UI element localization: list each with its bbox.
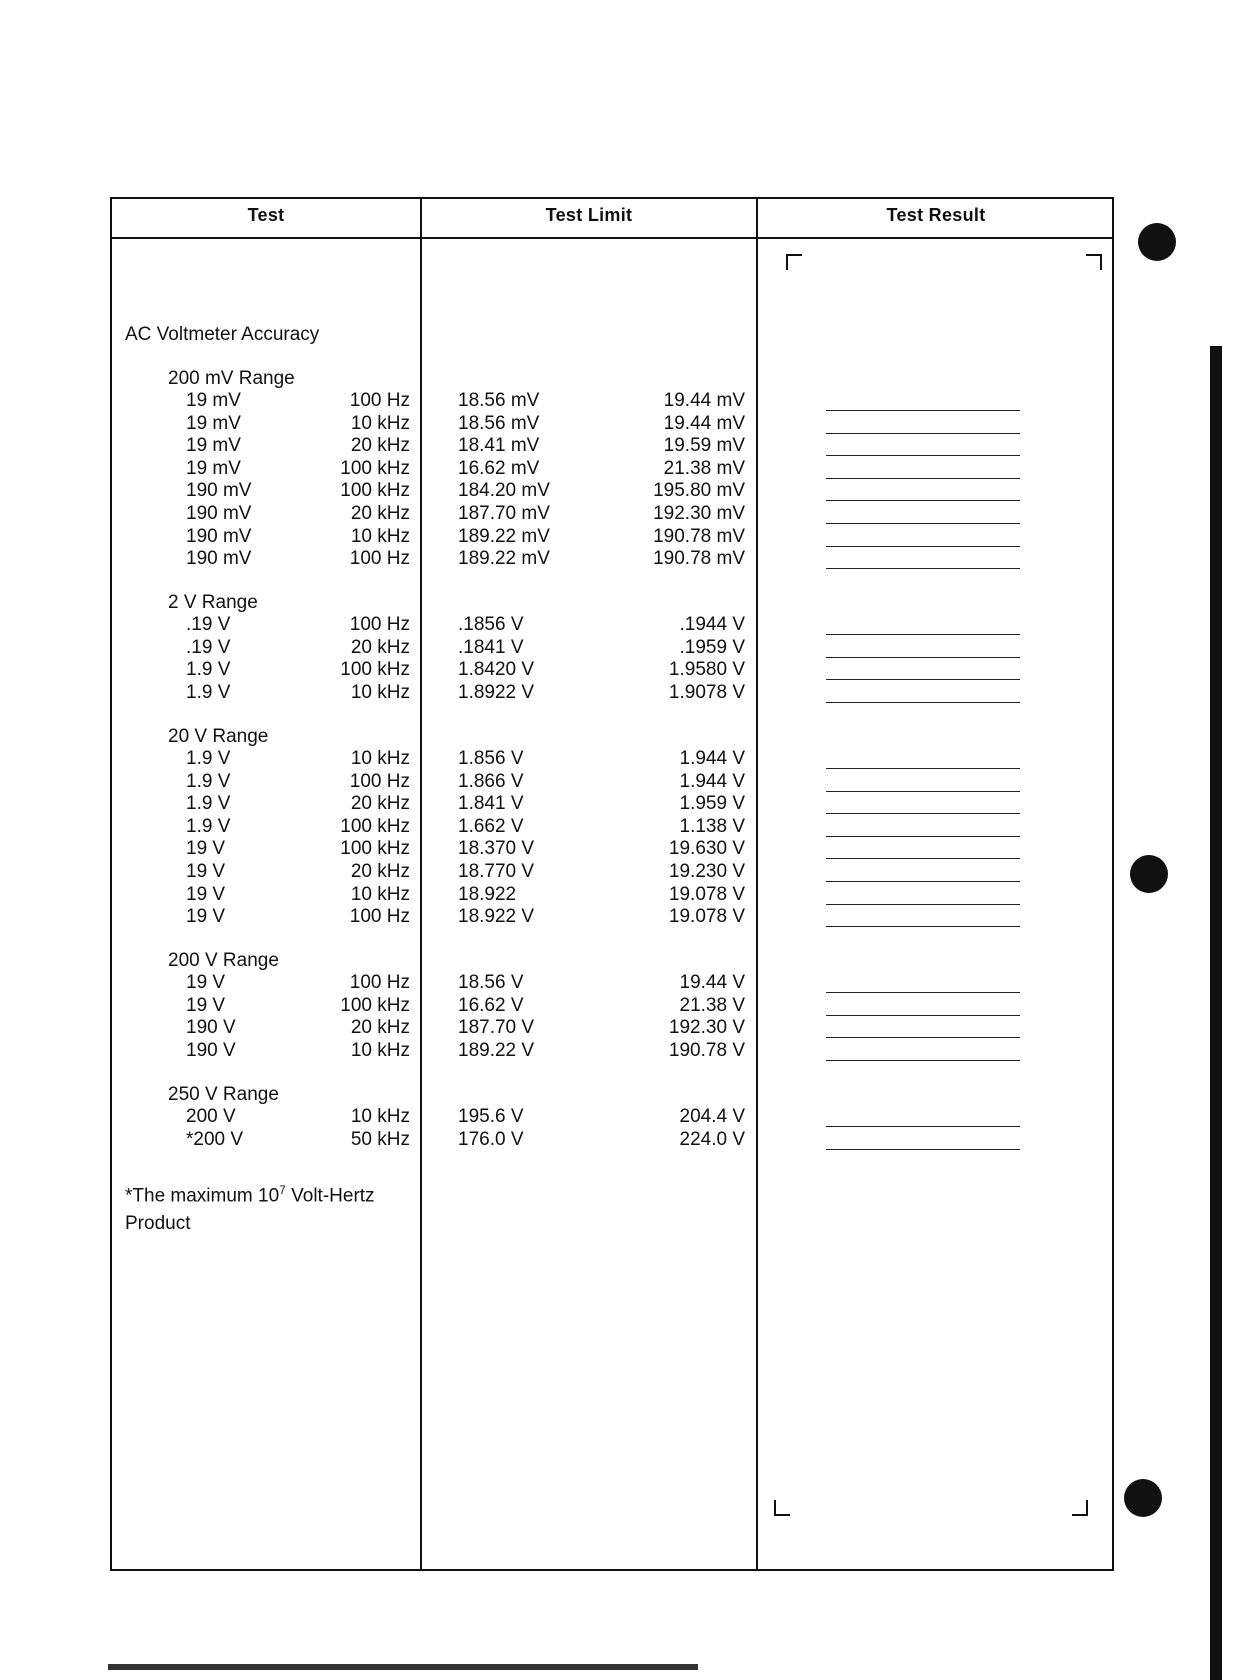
limit-low: 18.56 mV xyxy=(458,390,540,411)
header-rule xyxy=(110,237,1114,239)
result-entry-line[interactable] xyxy=(826,926,1020,927)
table-row xyxy=(0,861,1244,884)
result-entry-line[interactable] xyxy=(826,679,1020,680)
footnote xyxy=(125,1176,375,1238)
result-entry-line[interactable] xyxy=(826,1149,1020,1150)
test-frequency: 100 kHz xyxy=(340,480,410,502)
limit-low: 1.856 V xyxy=(458,748,524,769)
range-title: 200 mV Range xyxy=(168,368,295,389)
result-entry-line[interactable] xyxy=(826,433,1020,434)
table-row xyxy=(0,1040,1244,1063)
limit-high: 190.78 mV xyxy=(653,525,745,547)
test-frequency: 100 kHz xyxy=(340,815,410,837)
test-frequency: 10 kHz xyxy=(350,681,410,703)
test-frequency: 50 kHz xyxy=(350,1128,410,1150)
limit-low: .1841 V xyxy=(458,636,524,658)
test-frequency: 10 kHz xyxy=(350,1106,410,1127)
limit-high: 1.944 V xyxy=(679,770,745,792)
corner-mark-top-left xyxy=(786,254,802,270)
result-entry-line[interactable] xyxy=(826,500,1020,501)
table-row xyxy=(0,995,1244,1018)
test-voltage: 1.9 V xyxy=(186,770,231,792)
test-frequency: 10 kHz xyxy=(350,883,410,905)
test-frequency: 10 kHz xyxy=(350,412,410,434)
limit-high: 192.30 V xyxy=(668,1017,745,1039)
limit-high: 1.9078 V xyxy=(668,681,745,703)
limit-high: 19.44 mV xyxy=(663,390,745,411)
limit-high: 19.078 V xyxy=(668,883,745,905)
result-entry-line[interactable] xyxy=(826,881,1020,882)
header-test-limit: Test Limit xyxy=(545,205,633,225)
limit-low: 189.22 mV xyxy=(458,548,550,570)
table-row xyxy=(0,659,1244,682)
test-frequency: 10 kHz xyxy=(350,1039,410,1061)
table-row xyxy=(0,793,1244,816)
table-row xyxy=(0,972,1244,995)
test-voltage: .19 V xyxy=(186,614,231,635)
limit-low: 187.70 V xyxy=(458,1017,535,1039)
result-entry-line[interactable] xyxy=(826,1126,1020,1127)
test-voltage: 190 mV xyxy=(186,480,252,502)
test-frequency: 100 Hz xyxy=(349,548,410,570)
test-frequency: 100 kHz xyxy=(340,994,410,1016)
test-frequency: 20 kHz xyxy=(350,435,410,457)
limit-high: 19.44 V xyxy=(679,972,745,993)
test-voltage: 19 mV xyxy=(186,435,241,457)
result-entry-line[interactable] xyxy=(826,523,1020,524)
table-row xyxy=(0,1129,1244,1152)
binder-hole-top xyxy=(1138,223,1176,261)
test-frequency: 10 kHz xyxy=(350,525,410,547)
result-entry-line[interactable] xyxy=(826,478,1020,479)
limit-high: 19.078 V xyxy=(668,906,745,928)
table-row xyxy=(0,682,1244,705)
test-voltage: 1.9 V xyxy=(186,681,231,703)
limit-low: 18.41 mV xyxy=(458,435,540,457)
test-frequency: 100 kHz xyxy=(340,457,410,479)
test-frequency: 20 kHz xyxy=(350,503,410,524)
table-row xyxy=(0,458,1244,481)
limit-low: 18.922 xyxy=(458,883,517,905)
range-title: 2 V Range xyxy=(168,592,258,613)
test-voltage: 19 V xyxy=(186,838,226,860)
table-row xyxy=(0,771,1244,794)
table-row xyxy=(0,526,1244,549)
limit-low: 187.70 mV xyxy=(458,503,550,524)
range-title: 250 V Range xyxy=(168,1084,279,1105)
limit-high: 224.0 V xyxy=(679,1128,745,1150)
test-voltage: 190 mV xyxy=(186,503,252,524)
limit-low: 16.62 mV xyxy=(458,457,540,479)
table-row xyxy=(0,884,1244,907)
result-entry-line[interactable] xyxy=(826,455,1020,456)
limit-low: 189.22 V xyxy=(458,1039,535,1061)
test-voltage: 19 mV xyxy=(186,457,241,479)
test-voltage: 19 V xyxy=(186,883,226,905)
test-voltage: 19 mV xyxy=(186,390,241,411)
test-voltage: 1.9 V xyxy=(186,793,231,815)
test-voltage: 19 V xyxy=(186,906,226,928)
table-row xyxy=(0,816,1244,839)
limit-low: .1856 V xyxy=(458,614,524,635)
test-voltage: *200 V xyxy=(186,1128,244,1150)
test-voltage: 190 V xyxy=(186,1039,236,1061)
range-title: 200 V Range xyxy=(168,950,279,971)
result-entry-line[interactable] xyxy=(826,410,1020,411)
result-entry-line[interactable] xyxy=(826,702,1020,703)
test-frequency: 10 kHz xyxy=(350,748,410,769)
table-row xyxy=(0,413,1244,436)
result-entry-line[interactable] xyxy=(826,791,1020,792)
table-row xyxy=(0,548,1244,571)
test-frequency: 20 kHz xyxy=(350,861,410,882)
limit-high: 21.38 mV xyxy=(663,457,745,479)
result-entry-line[interactable] xyxy=(826,836,1020,837)
table-row xyxy=(0,906,1244,929)
limit-low: 184.20 mV xyxy=(458,480,550,502)
footnote-line-1: *The maximum $10^7$ Volt-Hertz xyxy=(125,1183,375,1207)
result-entry-line[interactable] xyxy=(826,546,1020,547)
table-row xyxy=(0,480,1244,503)
binder-hole-middle xyxy=(1130,855,1168,893)
corner-mark-bottom-left xyxy=(774,1500,790,1516)
limit-high: 204.4 V xyxy=(679,1106,745,1127)
test-frequency: 100 kHz xyxy=(340,838,410,860)
result-entry-line[interactable] xyxy=(826,768,1020,769)
limit-low: 18.922 V xyxy=(458,906,535,928)
limit-low: 176.0 V xyxy=(458,1128,524,1150)
test-voltage: 200 V xyxy=(186,1106,236,1127)
table-row xyxy=(0,1017,1244,1040)
result-entry-line[interactable] xyxy=(826,1015,1020,1016)
limit-high: 19.230 V xyxy=(668,861,745,882)
test-voltage: 1.9 V xyxy=(186,815,231,837)
result-entry-line[interactable] xyxy=(826,634,1020,635)
limit-high: 1.959 V xyxy=(679,793,745,815)
test-frequency: 20 kHz xyxy=(350,793,410,815)
result-entry-line[interactable] xyxy=(826,858,1020,859)
footnote-line-2: Product xyxy=(125,1213,191,1235)
test-voltage: 190 mV xyxy=(186,525,252,547)
table-row xyxy=(0,503,1244,526)
limit-low: 1.841 V xyxy=(458,793,524,815)
test-frequency: 100 Hz xyxy=(349,906,410,928)
section-title: AC Voltmeter Accuracy xyxy=(125,324,320,345)
limit-low: 1.866 V xyxy=(458,770,524,792)
limit-low: 18.370 V xyxy=(458,838,535,860)
table-row xyxy=(0,838,1244,861)
result-entry-line[interactable] xyxy=(826,1060,1020,1061)
table-row xyxy=(0,1106,1244,1129)
result-entry-line[interactable] xyxy=(826,657,1020,658)
header-test-result: Test Result xyxy=(886,205,986,225)
test-voltage: .19 V xyxy=(186,636,231,658)
limit-low: 189.22 mV xyxy=(458,525,550,547)
limit-high: 190.78 V xyxy=(668,1039,745,1061)
test-frequency: 100 Hz xyxy=(349,390,410,411)
result-entry-line[interactable] xyxy=(826,568,1020,569)
binder-hole-bottom xyxy=(1124,1479,1162,1517)
limit-low: 1.662 V xyxy=(458,815,524,837)
limit-low: 18.56 mV xyxy=(458,412,540,434)
test-voltage: 1.9 V xyxy=(186,748,231,769)
limit-low: 18.770 V xyxy=(458,861,535,882)
limit-high: 19.59 mV xyxy=(663,435,745,457)
limit-high: 19.630 V xyxy=(668,838,745,860)
table-row xyxy=(0,637,1244,660)
limit-high: .1944 V xyxy=(679,614,745,635)
range-title: 20 V Range xyxy=(168,726,269,747)
test-frequency: 20 kHz xyxy=(350,1017,410,1039)
limit-low: 18.56 V xyxy=(458,972,524,993)
test-voltage: 1.9 V xyxy=(186,659,231,681)
limit-high: 190.78 mV xyxy=(653,548,745,570)
limit-high: 195.80 mV xyxy=(653,480,745,502)
test-voltage: 19 V xyxy=(186,861,226,882)
test-voltage: 19 mV xyxy=(186,412,241,434)
test-voltage: 19 V xyxy=(186,972,226,993)
limit-high: 192.30 mV xyxy=(653,503,745,524)
table-row xyxy=(0,748,1244,771)
scan-edge-bottom xyxy=(108,1664,698,1670)
result-entry-line[interactable] xyxy=(826,992,1020,993)
limit-low: 1.8420 V xyxy=(458,659,535,681)
test-voltage: 190 mV xyxy=(186,548,252,570)
header-test: Test xyxy=(247,205,285,225)
test-frequency: 100 Hz xyxy=(349,770,410,792)
test-voltage: 19 V xyxy=(186,994,226,1016)
limit-high: 1.9580 V xyxy=(668,659,745,681)
table-row xyxy=(0,614,1244,637)
test-frequency: 20 kHz xyxy=(350,636,410,658)
result-entry-line[interactable] xyxy=(826,904,1020,905)
corner-mark-top-right xyxy=(1086,254,1102,270)
result-entry-line[interactable] xyxy=(826,813,1020,814)
limit-high: 1.944 V xyxy=(679,748,745,769)
limit-low: 16.62 V xyxy=(458,994,524,1016)
table-row xyxy=(0,390,1244,413)
test-frequency: 100 kHz xyxy=(340,659,410,681)
limit-high: 21.38 V xyxy=(679,994,745,1016)
corner-mark-bottom-right xyxy=(1072,1500,1088,1516)
scan-edge-right xyxy=(1210,346,1222,1680)
result-entry-line[interactable] xyxy=(826,1037,1020,1038)
table-row xyxy=(0,435,1244,458)
test-frequency: 100 Hz xyxy=(349,614,410,635)
limit-high: .1959 V xyxy=(679,636,745,658)
limit-low: 1.8922 V xyxy=(458,681,535,703)
test-voltage: 190 V xyxy=(186,1017,236,1039)
test-frequency: 100 Hz xyxy=(349,972,410,993)
limit-high: 19.44 mV xyxy=(663,412,745,434)
limit-high: 1.138 V xyxy=(679,815,745,837)
limit-low: 195.6 V xyxy=(458,1106,524,1127)
